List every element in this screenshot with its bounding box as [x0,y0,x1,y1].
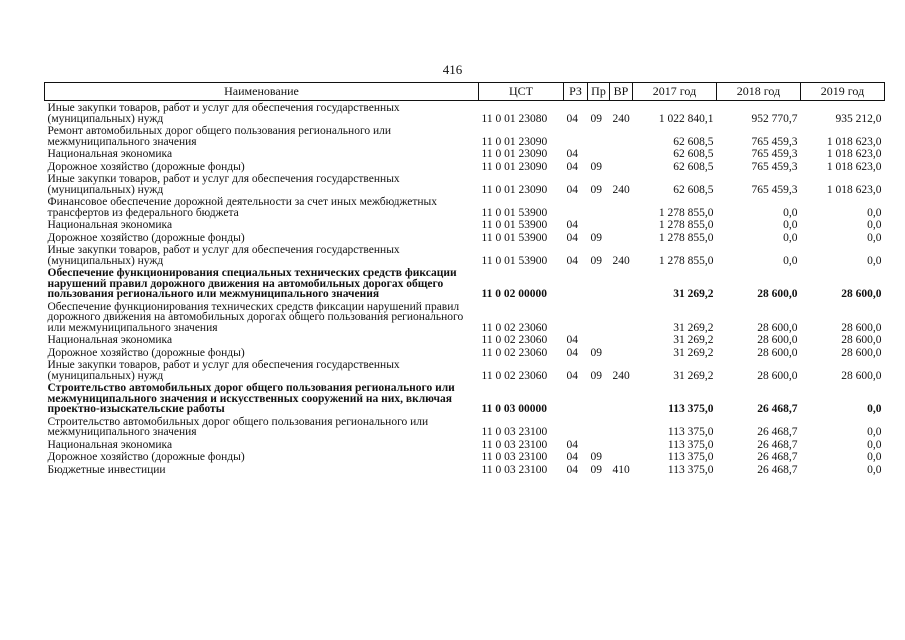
cell-2017: 1 278 855,0 [658,231,714,244]
cell-2019: 0,0 [867,231,882,244]
header-2017: 2017 год [633,83,717,101]
page-number: 416 [442,62,463,77]
header-pr: Пр [588,83,610,101]
cell-vr [610,266,633,300]
cell-pr [588,124,610,147]
cell-name: Дорожное хозяйство (дорожные фонды) [47,451,245,463]
cell-rz [564,266,588,300]
table-row [45,463,885,476]
cell-2018: 765 459,3 [751,148,798,160]
cell-2019: 28 600,0 [841,369,882,382]
cell-cst: 11 0 02 23060 [481,321,548,334]
cell-pr [588,300,610,334]
cell-rz: 04 [566,346,578,359]
cell-2017: 31 269,2 [673,369,714,382]
cell-2018: 26 468,7 [757,403,798,415]
cell-name: Национальная экономика [47,438,173,451]
cell-2018: 765 459,3 [751,160,798,173]
table-row [45,160,885,173]
cell-cst: 11 0 03 23100 [481,451,548,463]
cell-rz: 04 [566,369,578,382]
table-header [45,83,885,101]
header-2018: 2018 год [717,83,801,101]
cell-2019: 28 600,0 [841,334,882,346]
cell-vr [610,124,633,147]
cell-2019: 28 600,0 [841,288,882,300]
cell-2019: 0,0 [867,438,882,451]
cell-cst: 11 0 03 23100 [481,463,548,476]
cell-pr [588,438,610,451]
table-row [45,218,885,231]
cell-2017: 31 269,2 [673,334,714,346]
header-2019: 2019 год [801,83,885,101]
cell-2017: 62 608,5 [673,135,714,148]
cell-cst: 11 0 02 23060 [481,369,548,382]
cell-pr: 09 [590,346,602,359]
cell-rz: 04 [566,231,578,244]
cell-2019: 28 600,0 [841,346,882,359]
cell-pr: 09 [590,451,602,463]
cell-cst: 11 0 01 53900 [481,254,548,267]
table-row [45,358,885,381]
cell-2017: 1 022 840,1 [658,112,714,125]
cell-2017: 62 608,5 [673,160,714,173]
cell-2017: 31 269,2 [673,288,714,300]
cell-name: Ремонт автомобильных дорог общего пользования регионального или межмуниципального значения [47,125,392,148]
cell-2018: 26 468,7 [757,463,798,476]
cell-2019: 1 018 623,0 [826,148,882,160]
cell-name: Бюджетные инвестиции [47,463,166,476]
cell-2018: 765 459,3 [751,135,798,148]
cell-vr: 240 [612,183,630,196]
cell-pr [588,195,610,218]
cell-pr [588,218,610,231]
cell-pr: 09 [590,160,602,173]
cell-name: Строительство автомобильных дорог общего пользования регионального или межмуниципального значения [47,415,429,438]
cell-pr [588,381,610,415]
cell-rz [564,381,588,415]
cell-pr: 09 [590,183,602,196]
table-row [45,147,885,160]
cell-name: Иные закупки товаров, работ и услуг для обеспечения государственных (муниципальных) нужд [47,244,400,267]
table-row [45,381,885,415]
cell-pr [588,415,610,438]
cell-rz: 04 [566,463,578,476]
cell-rz: 04 [566,160,578,173]
cell-name: Иные закупки товаров, работ и услуг для обеспечения государственных (муниципальных) нужд [47,359,400,382]
cell-pr [588,333,610,346]
cell-2017: 113 375,0 [668,403,714,415]
cell-2017: 1 278 855,0 [658,206,714,219]
cell-rz: 04 [566,254,578,267]
cell-vr [610,450,633,463]
table-row [45,333,885,346]
cell-pr [588,147,610,160]
cell-rz: 04 [566,219,578,231]
cell-2018: 28 600,0 [757,334,798,346]
cell-2019: 0,0 [867,451,882,463]
cell-2018: 0,0 [783,231,798,244]
cell-rz: 04 [566,451,578,463]
cell-pr: 09 [590,369,602,382]
cell-vr: 240 [612,369,630,382]
cell-2019: 1 018 623,0 [826,135,882,148]
cell-rz [564,124,588,147]
cell-2017: 113 375,0 [667,451,714,463]
cell-vr [610,381,633,415]
cell-vr: 410 [612,463,630,476]
cell-name: Дорожное хозяйство (дорожные фонды) [47,160,245,173]
cell-name: Обеспечение функционирования специальных технических средств фиксации нарушений правил дорожного движения на автомобильных дорогах общего пользования регионального или межмуниципального значения [47,267,457,300]
cell-cst: 11 0 01 23090 [481,160,548,173]
cell-name: Строительство автомобильных дорог общего пользования регионального или межмуниципального значения и искусственных сооружений на них, включая проектно-изыскательские работы [47,382,455,415]
cell-2018: 26 468,7 [757,451,798,463]
table-body [45,101,885,476]
cell-vr [610,218,633,231]
cell-rz: 04 [566,438,578,451]
cell-rz [564,415,588,438]
cell-rz [564,195,588,218]
cell-rz: 04 [566,334,578,346]
header-cst: ЦСТ [479,83,564,101]
cell-2019: 0,0 [867,426,882,438]
cell-cst: 11 0 03 00000 [481,403,547,415]
table-row [45,450,885,463]
cell-name: Национальная экономика [47,219,173,231]
cell-name: Дорожное хозяйство (дорожные фонды) [47,346,245,359]
cell-vr [610,160,633,173]
cell-cst: 11 0 01 23090 [481,183,548,196]
cell-2018: 26 468,7 [757,426,798,438]
cell-2019: 1 018 623,0 [826,183,882,196]
cell-name: Финансовое обеспечение дорожной деятельности за счет иных межбюджетных трансфертов из федерального бюджета [47,196,438,219]
table-row [45,243,885,266]
cell-2019: 1 018 623,0 [826,160,882,173]
cell-name: Национальная экономика [47,148,173,160]
table-row [45,346,885,359]
cell-2018: 28 600,0 [757,369,798,382]
cell-2018: 28 600,0 [757,288,798,300]
cell-2019: 0,0 [867,219,882,231]
cell-2017: 113 375,0 [667,438,714,451]
table-row [45,195,885,218]
cell-vr [610,438,633,451]
cell-2019: 0,0 [867,403,882,415]
table-row [45,266,885,300]
cell-vr: 240 [612,254,630,267]
cell-2018: 765 459,3 [751,183,798,196]
cell-pr: 09 [590,463,602,476]
cell-2017: 31 269,2 [673,346,714,359]
cell-2017: 113 375,0 [667,463,714,476]
table-row [45,172,885,195]
cell-cst: 11 0 02 23060 [481,346,548,359]
cell-cst: 11 0 01 23080 [481,112,548,125]
cell-vr [610,231,633,244]
cell-pr: 09 [590,112,602,125]
cell-cst: 11 0 01 23090 [481,148,548,160]
cell-rz: 04 [566,148,578,160]
cell-cst: 11 0 01 53900 [481,219,548,231]
table-row [45,101,885,125]
cell-cst: 11 0 01 53900 [481,231,548,244]
cell-name: Обеспечение функционирования технических средств фиксации нарушений правил дорожного движения на автомобильных дорогах общего пользования регионального или межмуниципального значения [47,300,464,334]
header-vr: ВР [610,83,633,101]
cell-cst: 11 0 03 23100 [481,426,548,438]
cell-2017: 1 278 855,0 [658,254,714,267]
cell-2018: 952 770,7 [751,112,798,125]
cell-vr [610,346,633,359]
cell-2017: 113 375,0 [667,426,714,438]
cell-vr [610,415,633,438]
table-row [45,231,885,244]
cell-cst: 11 0 03 23100 [481,438,548,451]
cell-2017: 62 608,5 [673,183,714,196]
cell-2017: 1 278 855,0 [658,219,714,231]
cell-vr [610,195,633,218]
cell-2018: 0,0 [783,206,798,219]
cell-2017: 62 608,5 [673,148,714,160]
cell-2018: 28 600,0 [757,321,798,334]
cell-cst: 11 0 01 23090 [481,135,548,148]
cell-2018: 0,0 [783,254,798,267]
cell-rz: 04 [566,183,578,196]
budget-table [44,82,885,475]
cell-2019: 0,0 [867,254,882,267]
cell-2019: 0,0 [867,463,882,476]
table-row [45,438,885,451]
cell-rz: 04 [566,112,578,125]
cell-cst: 11 0 01 53900 [481,206,548,219]
cell-name: Дорожное хозяйство (дорожные фонды) [47,231,245,244]
cell-2018: 0,0 [783,219,798,231]
cell-name: Национальная экономика [47,334,173,346]
cell-2019: 28 600,0 [841,321,882,334]
cell-pr: 09 [590,254,602,267]
header-name: Наименование [45,83,479,101]
cell-vr [610,300,633,334]
cell-2017: 31 269,2 [673,321,714,334]
cell-vr [610,147,633,160]
cell-2019: 0,0 [867,206,882,219]
cell-2018: 26 468,7 [757,438,798,451]
cell-vr: 240 [612,112,630,125]
cell-name: Иные закупки товаров, работ и услуг для обеспечения государственных (муниципальных) нужд [47,102,400,125]
table-row [45,415,885,438]
cell-cst: 11 0 02 23060 [481,334,548,346]
cell-pr: 09 [590,231,602,244]
cell-2018: 28 600,0 [757,346,798,359]
table-row [45,124,885,147]
cell-2019: 935 212,0 [835,112,882,125]
cell-vr [610,333,633,346]
cell-cst: 11 0 02 00000 [481,288,547,300]
header-rz: РЗ [564,83,588,101]
cell-name: Иные закупки товаров, работ и услуг для обеспечения государственных (муниципальных) нужд [47,173,400,196]
cell-rz [564,300,588,334]
table-row [45,300,885,334]
cell-pr [588,266,610,300]
